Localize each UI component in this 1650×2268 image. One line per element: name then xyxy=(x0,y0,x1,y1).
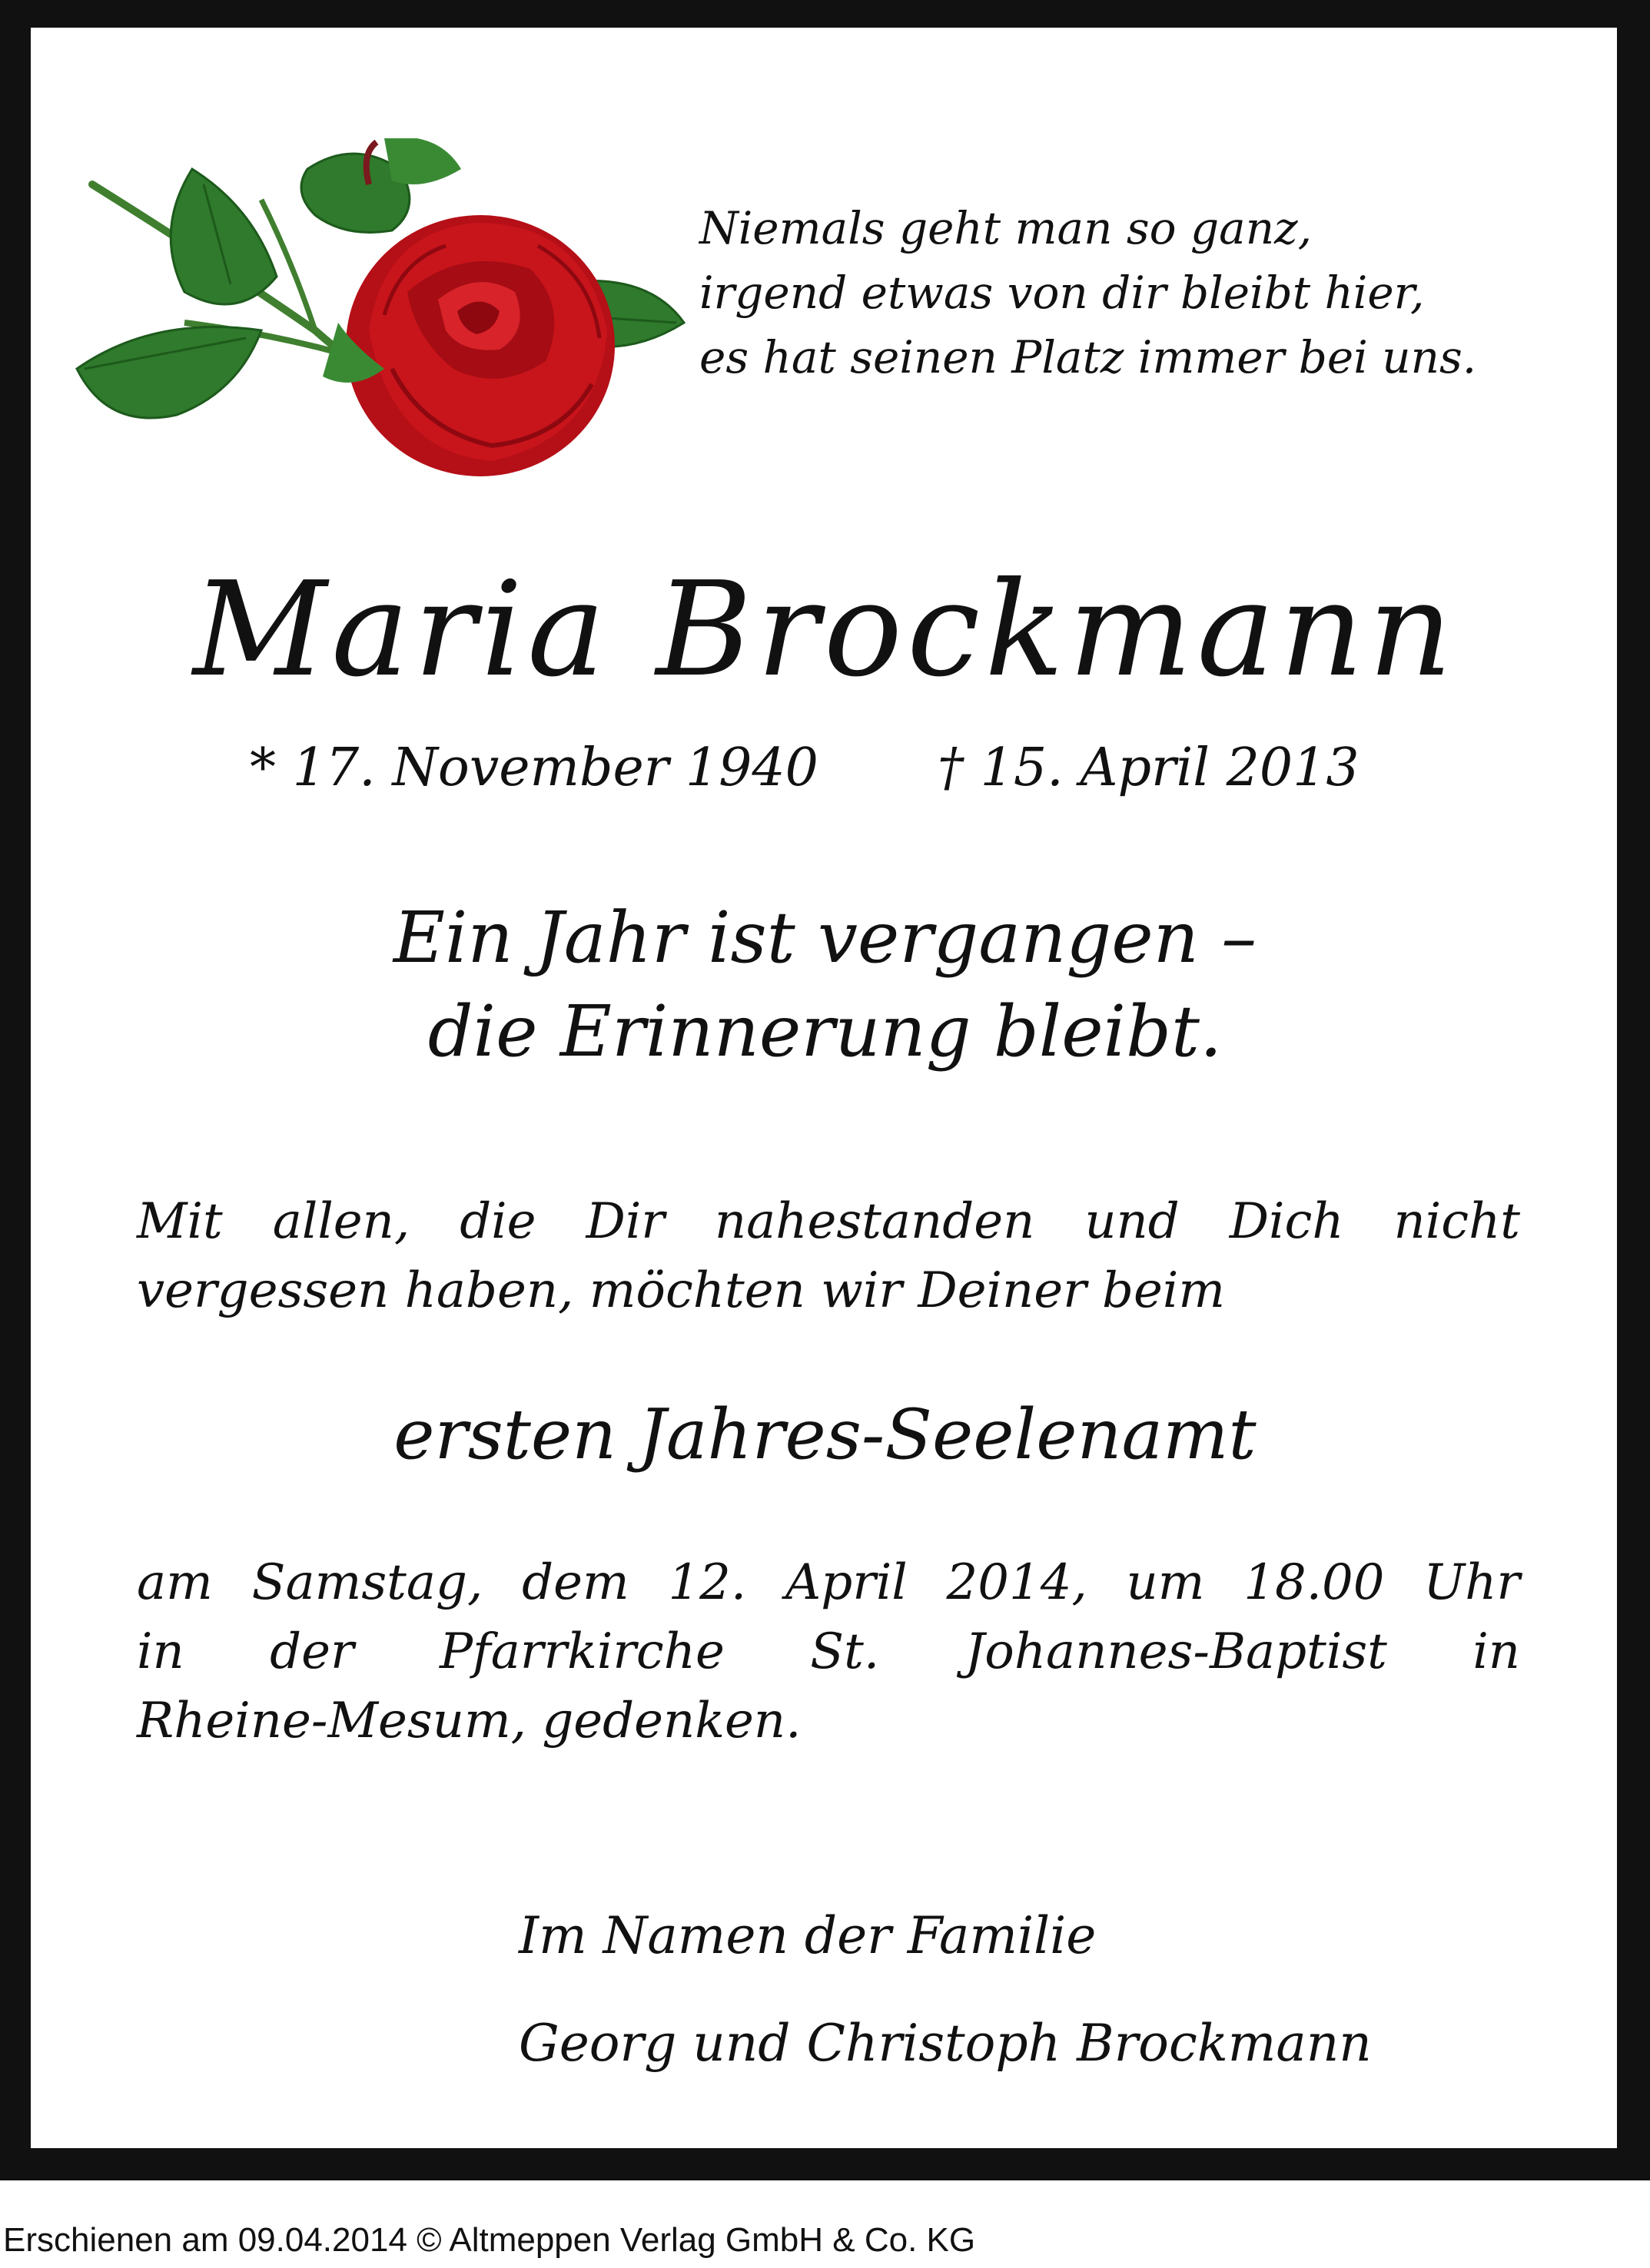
motto-line-2: die Erinnerung bleibt. xyxy=(427,990,1223,1073)
invitation-line-1: Mit allen, die Dir nahestanden und Dich nicht xyxy=(137,1193,1520,1250)
poem-line-3: es hat seinen Platz immer bei uns. xyxy=(699,331,1477,383)
deceased-name: Maria Brockmann xyxy=(193,554,1457,706)
poem xyxy=(699,196,1529,390)
motto-line-1: Ein Jahr ist vergangen – xyxy=(393,897,1257,979)
birth-date: * 17. November 1940 xyxy=(250,738,818,798)
poem-line-2: irgend etwas von dir bleibt hier, xyxy=(699,267,1425,319)
signature-names: Georg und Christoph Brockmann xyxy=(519,2014,1372,2073)
details-line-1: am Samstag, dem 12. April 2014, um 18.00 Uhr xyxy=(137,1554,1520,1611)
invitation-text xyxy=(137,1187,1520,1325)
service-details xyxy=(137,1548,1520,1756)
poem-line-1: Niemals geht man so ganz, xyxy=(699,202,1313,254)
publication-footer: Erschienen am 09.04.2014 © Altmeppen Verlag GmbH & Co. KG xyxy=(3,2221,976,2259)
invitation-line-2: vergessen haben, möchten wir Deiner beim xyxy=(137,1262,1226,1319)
memorial-motto xyxy=(0,891,1650,1079)
mass-title: ersten Jahres-Seelenamt xyxy=(393,1394,1257,1475)
details-line-2: in der Pfarrkirche St. Johannes-Baptist in xyxy=(137,1623,1520,1680)
death-date: † 15. April 2013 xyxy=(938,738,1360,798)
details-line-3: Rheine-Mesum, gedenken. xyxy=(137,1693,802,1749)
signature-intro: Im Namen der Familie xyxy=(519,1906,1097,1965)
red-rose-icon xyxy=(61,138,692,484)
